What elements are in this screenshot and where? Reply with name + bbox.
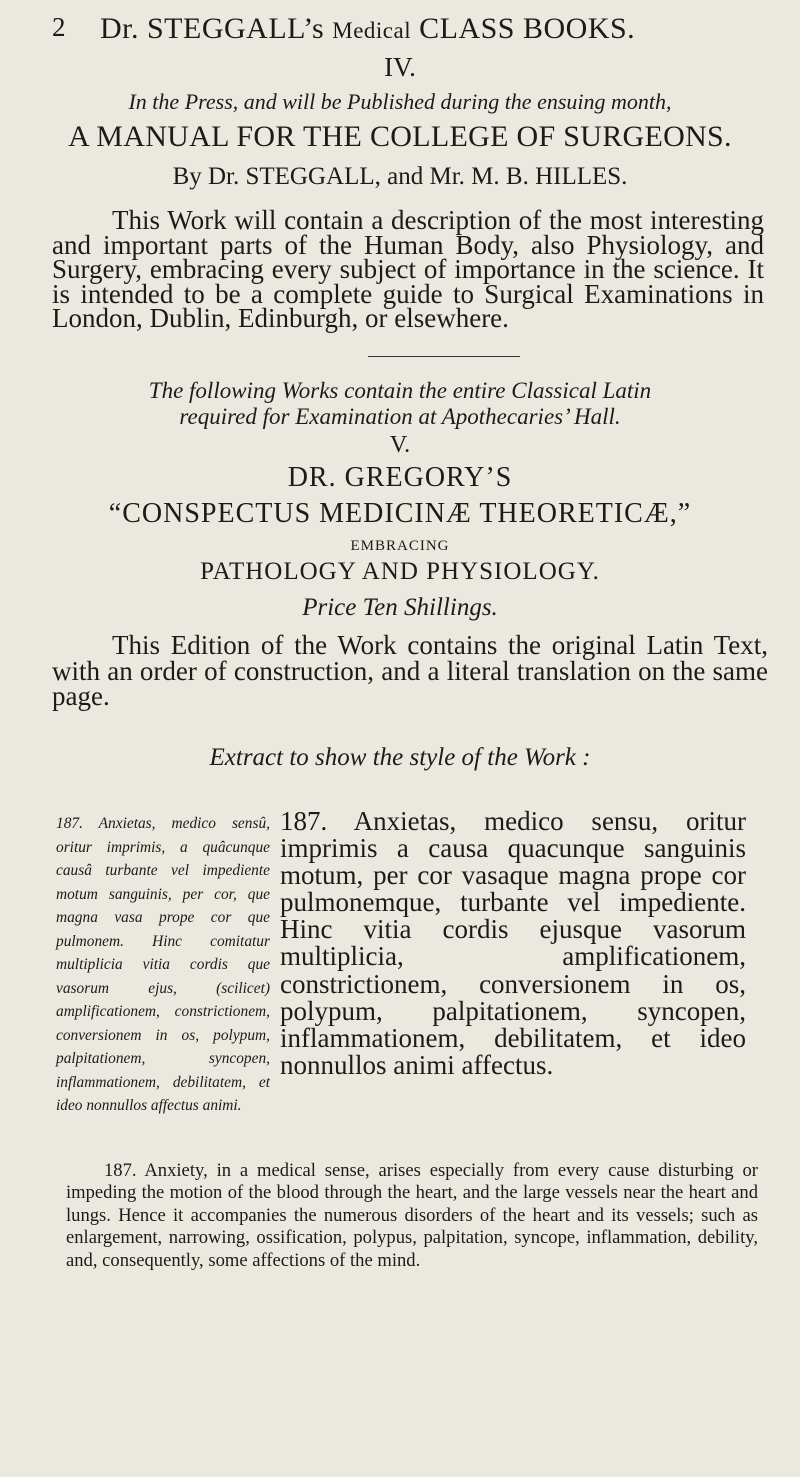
- latin-construed-column: 187. Anxietas, medico sensu, oritur imprimis a causa quacunque sanguinis motum, per cor vasaque magna prope cor pulmonemque, turbante vel impediente. Hinc vitia cordis ejusque vasorum multiplicia, amplificationem, constrictionem, conversionem in os, polypum, palpitationem, syncopen, inflammationem, debilitatem, et ideo nonnullos animi affectus.: [280, 806, 746, 1080]
- divider-rule: [368, 356, 520, 357]
- manual-title: A MANUAL FOR THE COLLEGE OF SURGEONS.: [68, 120, 732, 153]
- book-price: Price Ten Shillings.: [302, 594, 498, 621]
- notice-line-2: required for Examination at Apothecaries’ Hall.: [179, 404, 621, 429]
- page-number: 2: [52, 12, 66, 42]
- english-translation: 187. Anxiety, in a medical sense, arises especially from every cause disturbing or impeding the motion of the blood through the heart, and the large vessels near the heart and lungs. Hence it accompanies the numerous disorders of the heart and its vessels; such as enlargement, narrowing, ossification, polypus, palpitation, syncope, inflammation, debility, and, consequently, some affections of the mind.: [66, 1160, 758, 1271]
- press-announcement: In the Press, and will be Published during the ensuing month,: [128, 89, 672, 114]
- notice-line-1: The following Works contain the entire Classical Latin: [148, 378, 652, 403]
- book-title: “CONSPECTUS MEDICINÆ THEORETICÆ,”: [108, 498, 692, 529]
- book-description: This Edition of the Work contains the original Latin Text, with an order of construction, and a literal translation on the same page.: [52, 630, 768, 711]
- running-title: [100, 12, 635, 46]
- manual-description: This Work will contain a description of the most interesting and important parts of the Human Body, also Physiology, and Surgery, embracing every subject of importance in the science. It is intended to be a complete guide to Surgical Examinations in London, Dublin, Edinburgh, or elsewhere.: [52, 205, 764, 334]
- manual-byline: By Dr. STEGGALL, and Mr. M. B. HILLES.: [172, 163, 628, 190]
- running-title-smallcaps: Medical: [332, 18, 412, 43]
- latin-original-column: 187. Anxietas, medico sensû, oritur imprimis, a quâcunque causâ turbante vel impediente motum sanguinis, per cor, que magna vasa prope cor que pulmonem. Hinc comitatur multiplicia vitia cordis que vasorum ejus, (scilicet) amplificationem, constrictionem, conversionem in os, polypum, palpitationem, syncopen, inflammationem, debilitatem, et ideo nonnullos affectus animi.: [56, 815, 270, 1114]
- running-title-part-b: CLASS BOOKS.: [411, 12, 636, 45]
- section-iv-numeral: IV.: [384, 52, 416, 82]
- extract-heading: Extract to show the style of the Work :: [209, 744, 591, 771]
- book-author: DR. GREGORY’S: [287, 462, 513, 493]
- book-subject: PATHOLOGY AND PHYSIOLOGY.: [200, 558, 600, 585]
- section-v-numeral: V.: [389, 432, 411, 458]
- embracing-label: EMBRACING: [350, 538, 450, 554]
- running-title-part-a: Dr. STEGGALL’s: [100, 12, 333, 45]
- page-header: [0, 12, 800, 52]
